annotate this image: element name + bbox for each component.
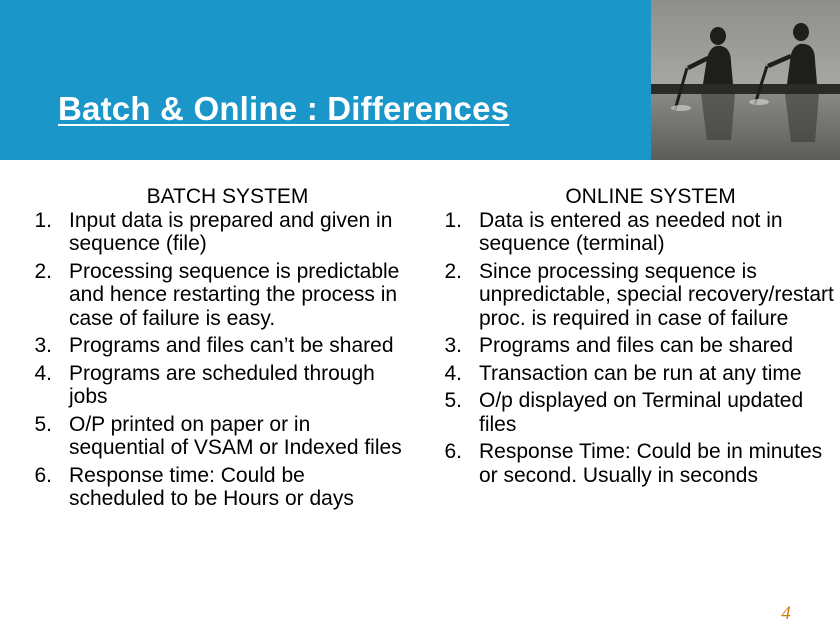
- list-item: [430, 334, 835, 358]
- item-text: Response time: Could be scheduled to be Hours or days: [69, 463, 354, 510]
- list-item: [430, 260, 835, 331]
- item-text: Input data is prepared and given in sequence (file): [69, 208, 393, 255]
- list-item: [430, 362, 835, 386]
- item-text: O/P printed on paper or in sequential of VSAM or Indexed files: [69, 412, 402, 459]
- item-text: Processing sequence is predictable and hence restarting the process in case of failure is easy.: [69, 259, 400, 330]
- item-text: Programs and files can’t be shared: [69, 334, 394, 357]
- item-text: Programs are scheduled through jobs: [69, 361, 375, 408]
- list-item: [430, 389, 835, 436]
- item-number: 3.: [34, 334, 52, 357]
- item-number: 5.: [34, 412, 52, 436]
- slide-title: Batch & Online : Differences: [58, 90, 510, 127]
- item-text: Transaction can be run at any time: [479, 361, 802, 385]
- batch-system-heading: BATCH SYSTEM: [146, 185, 309, 208]
- item-number: 4.: [444, 361, 462, 385]
- batch-system-list: [20, 209, 405, 511]
- list-item: [20, 413, 405, 460]
- list-item: [20, 464, 405, 511]
- item-number: 1.: [34, 208, 52, 232]
- item-text: O/p displayed on Terminal updated files: [479, 389, 804, 436]
- page-number: 4: [781, 603, 791, 624]
- list-item: [430, 209, 835, 256]
- batch-system-column: [20, 185, 405, 515]
- item-number: 2.: [34, 259, 52, 283]
- item-number: 3.: [444, 334, 462, 357]
- item-number: 4.: [34, 361, 52, 385]
- list-item: [430, 440, 835, 487]
- list-item: [20, 362, 405, 409]
- item-text: Response Time: Could be in minutes or second. Usually in seconds: [479, 440, 823, 487]
- online-system-list: [430, 209, 835, 488]
- list-item: [20, 260, 405, 331]
- item-number: 6.: [34, 463, 52, 487]
- item-number: 5.: [444, 389, 462, 412]
- online-system-column: [430, 185, 835, 491]
- list-item: [20, 209, 405, 256]
- online-system-heading: ONLINE SYSTEM: [565, 185, 736, 208]
- item-number: 1.: [444, 208, 462, 232]
- item-text: Data is entered as needed not in sequence (terminal): [479, 208, 783, 255]
- item-number: 2.: [444, 259, 462, 283]
- rowers-photo: [651, 0, 840, 160]
- item-number: 6.: [444, 440, 462, 463]
- list-item: [20, 334, 405, 358]
- item-text: Since processing sequence is unpredictable, special recovery/restart proc. is required in case of failure: [479, 259, 834, 330]
- item-text: Programs and files can be shared: [479, 334, 794, 357]
